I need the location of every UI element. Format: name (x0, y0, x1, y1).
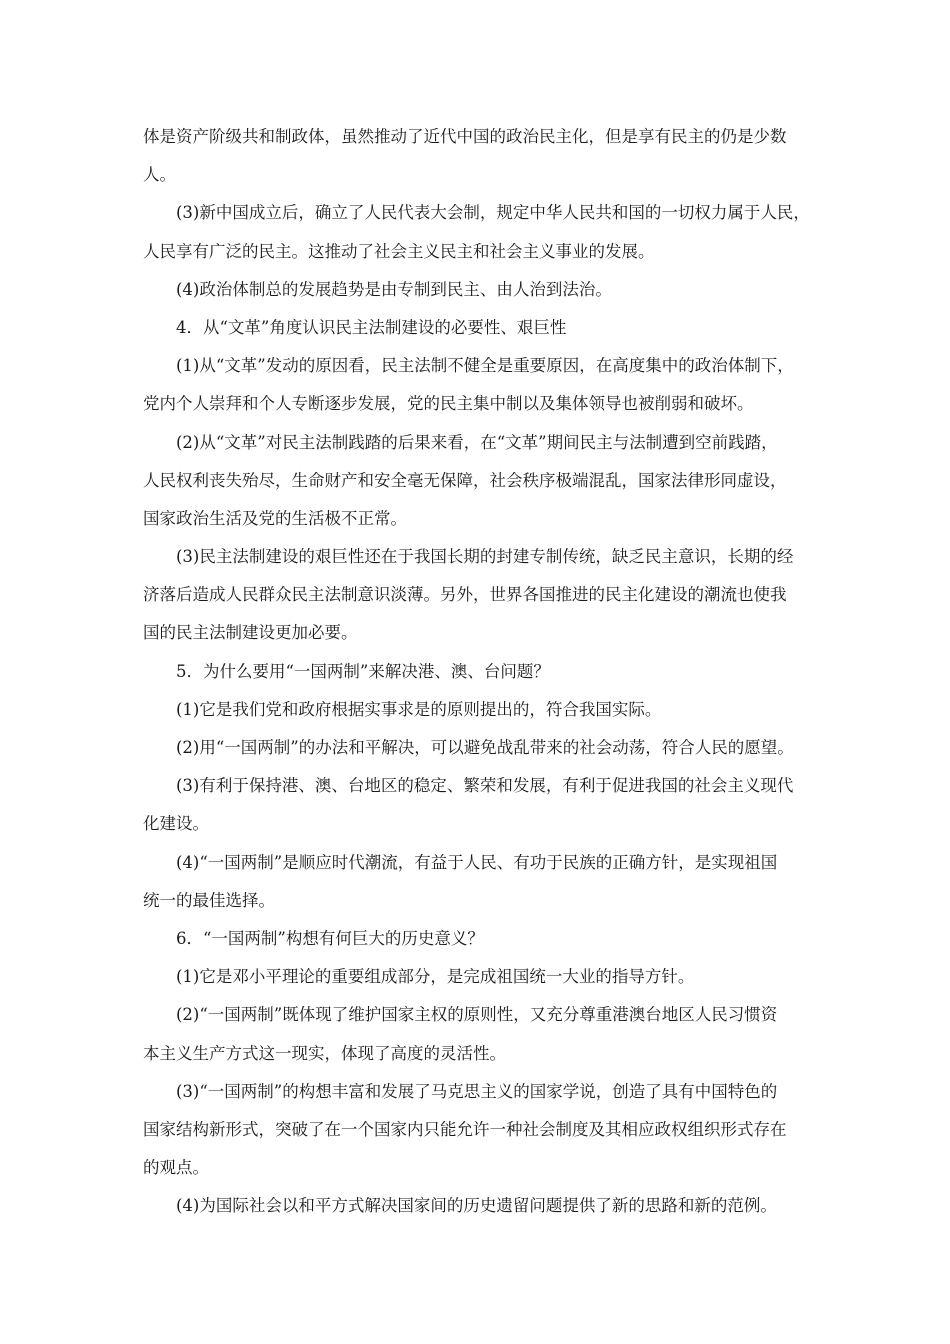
document-body (143, 118, 813, 1225)
text-line: 国家政治生活及党的生活极不正常。 (143, 508, 407, 528)
text-line: (2)用“一国两制”的办法和平解决，可以避免战乱带来的社会动荡，符合人民的愿望。 (176, 738, 794, 757)
text-line: (4)为国际社会以和平方式解决国家间的历史遗留问题提供了新的思路和新的范例。 (176, 1196, 777, 1216)
text-line: 6．“一国两制”构想有何巨大的历史意义？ (176, 928, 484, 948)
text-line: 人民享有广泛的民主。这推动了社会主义民主和社会主义事业的发展。 (143, 241, 655, 261)
text-line: 国家结构新形式，突破了在一个国家内只能允许一种社会制度及其相应政权组织形式存在 (143, 1119, 787, 1139)
text-line: 济落后造成人民群众民主法制意识淡薄。另外，世界各国推进的民主化建设的潮流也使我 (143, 585, 787, 605)
text-line: (3)民主法制建设的艰巨性还在于我国长期的封建专制传统，缺乏民主意识，长期的经 (176, 547, 794, 567)
text-line: (1)从“文革”发动的原因看，民主法制不健全是重要原因，在高度集中的政治体制下， (176, 356, 794, 376)
text-line: 化建设。 (143, 814, 209, 834)
text-line: (3)“一国两制”的构想丰富和发展了马克思主义的国家学说，创造了具有中国特色的 (176, 1081, 778, 1101)
text-line: 5．为什么要用“一国两制”来解决港、澳、台问题？ (176, 661, 550, 681)
text-line: (4)“一国两制”是顺应时代潮流，有益于人民、有功于民族的正确方针，是实现祖国 (176, 852, 778, 872)
text-line: 人民权利丧失殆尽，生命财产和安全毫无保障，社会秩序极端混乱，国家法律形同虚设， (143, 470, 787, 490)
text-line: (2)“一国两制”既体现了维护国家主权的原则性，又充分尊重港澳台地区人民习惯资 (176, 1005, 778, 1025)
text-line: (3)新中国成立后，确立了人民代表大会制，规定中华人民共和国的一切权力属于人民， (176, 203, 810, 223)
text-line: 统一的最佳选择。 (143, 890, 275, 910)
text-line: 党内个人崇拜和个人专断逐步发展，党的民主集中制以及集体领导也被削弱和破坏。 (143, 394, 754, 414)
text-line: 国的民主法制建设更加必要。 (143, 623, 358, 643)
text-line: (3)有利于保持港、澳、台地区的稳定、繁荣和发展，有利于促进我国的社会主义现代 (176, 776, 794, 796)
text-line: 本主义生产方式这一现实，体现了高度的灵活性。 (143, 1043, 506, 1063)
text-line: 4．从“文革”角度认识民主法制建设的必要性、艰巨性 (176, 317, 567, 337)
text-line: 体是资产阶级共和制政体，虽然推动了近代中国的政治民主化，但是享有民主的仍是少数 (143, 127, 787, 146)
text-line: 的观点。 (143, 1158, 209, 1178)
text-line: (4)政治体制总的发展趋势是由专制到民主、由人治到法治。 (176, 279, 612, 299)
text-line: (1)它是我们党和政府根据实事求是的原则提出的，符合我国实际。 (176, 699, 662, 719)
text-line: (1)它是邓小平理论的重要组成部分，是完成祖国统一大业的指导方针。 (176, 967, 695, 987)
text-line: (2)从“文革”对民主法制践踏的后果来看，在“文革”期间民主与法制遭到空前践踏， (176, 432, 778, 452)
text-line: 人。 (143, 165, 176, 185)
